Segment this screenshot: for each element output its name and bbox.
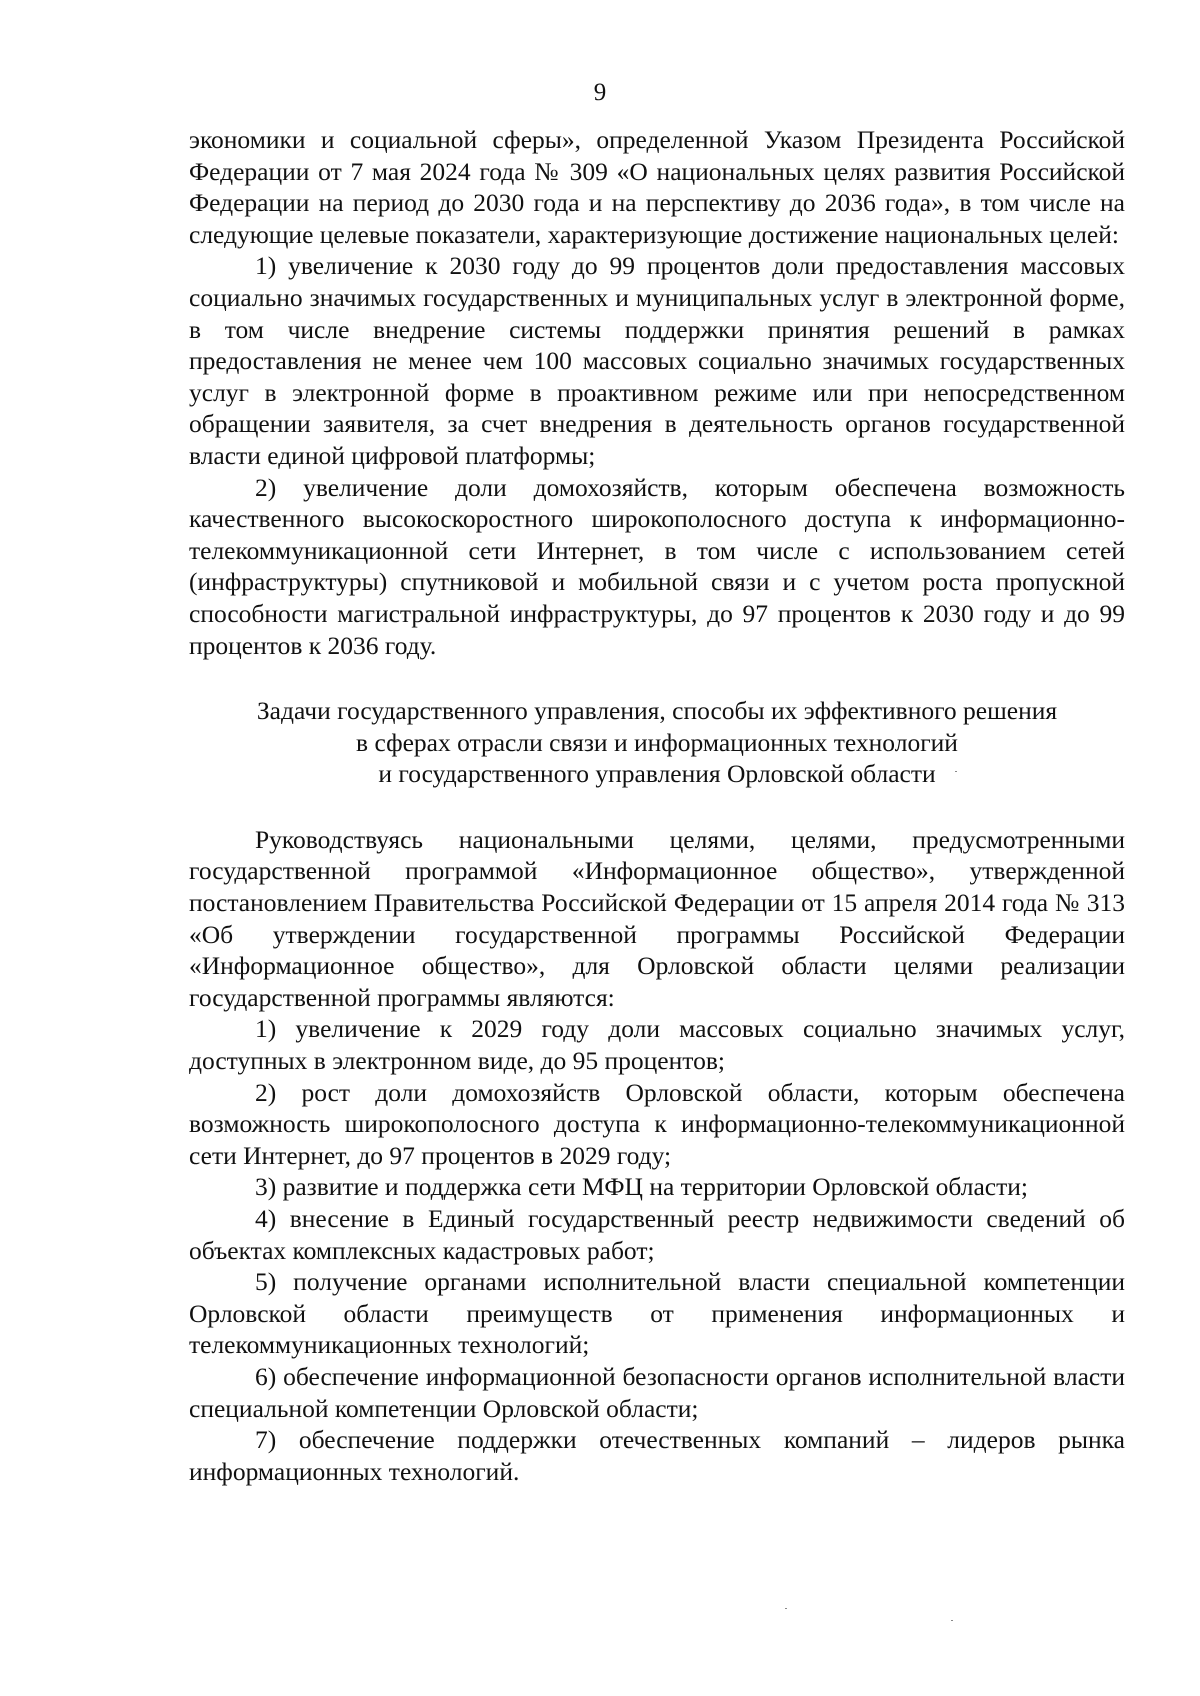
section-heading-line-2: в сферах отрасли связи и информационных технологий xyxy=(356,727,958,757)
program-goal-6: 6) обеспечение информационной безопасности органов исполнительной власти специальной компетенции Орловской области; xyxy=(189,1361,1125,1423)
guidance-paragraph: Руководствуясь национальными целями, целями, предусмотренными государственной программой «Информационное общество», утвержденной постановлением Правительства Российской Федерации от 15 апреля 2014 года № 313 «Об утверждении государственной программы Российской Федерации «Информационное общество», для Орловской области целями реализации государственной программы являются: xyxy=(189,824,1125,1012)
scan-speck xyxy=(955,771,957,772)
intro-paragraph: экономики и социальной сферы», определенной Указом Президента Российской Федерации от 7 мая 2024 года № 309 «О национальных целях развития Российской Федерации на период до 2030 года и на перспективу до 2036 года», в том числе на следующие целевые показатели, характеризующие достижение национальных целей: xyxy=(189,125,1125,249)
document-body xyxy=(189,124,1125,1487)
section-heading-line-3: и государственного управления Орловской области xyxy=(378,759,936,789)
program-goal-7: 7) обеспечение поддержки отечественных компаний – лидеров рынка информационных технологий. xyxy=(189,1425,1125,1486)
program-goal-4: 4) внесение в Единый государственный реестр недвижимости сведений об объектах комплексных кадастровых работ; xyxy=(189,1204,1125,1265)
program-goal-5: 5) получение органами исполнительной власти специальной компетенции Орловской области преимуществ от применения информационных и телекоммуникационных технологий; xyxy=(189,1267,1125,1360)
section-heading-line-1: Задачи государственного управления, способы их эффективного решения xyxy=(256,696,1058,726)
program-goal-2: 2) рост доли домохозяйств Орловской области, которым обеспечена возможность широкополосного доступа к информационно-телекоммуникационной сети Интернет, до 97 процентов в 2029 году; xyxy=(189,1077,1125,1170)
national-target-2: 2) увеличение доли домохозяйств, которым обеспечена возможность качественного высокоскоростного широкополосного доступа к информационно-телекоммуникационной сети Интернет, в том числе с использованием сетей (инфраструктуры) спутниковой и мобильной связи и с учетом роста пропускной способности магистральной инфраструктуры, до 97 процентов к 2030 году и до 99 процентов к 2036 году. xyxy=(189,472,1125,660)
scan-speck xyxy=(785,1608,787,1609)
national-target-1: 1) увеличение к 2030 году до 99 процентов доли предоставления массовых социально значимых государственных и муниципальных услуг в электронной форме, в том числе внедрение системы поддержки принятия решений в рамках предоставления не менее чем 100 массовых социально значимых государственных услуг в электронной форме в проактивном режиме или при непосредственном обращении заявителя, за счет внедрения в деятельность органов государственной власти единой цифровой платформы; xyxy=(189,251,1125,470)
section-heading xyxy=(189,695,1125,790)
program-goal-1: 1) увеличение к 2029 году доли массовых социально значимых услуг, доступных в электронном виде, до 95 процентов; xyxy=(189,1014,1125,1076)
program-goal-3: 3) развитие и поддержка сети МФЦ на территории Орловской области; xyxy=(255,1172,1028,1202)
scan-speck xyxy=(951,1620,953,1621)
page-number: 9 xyxy=(593,79,607,106)
